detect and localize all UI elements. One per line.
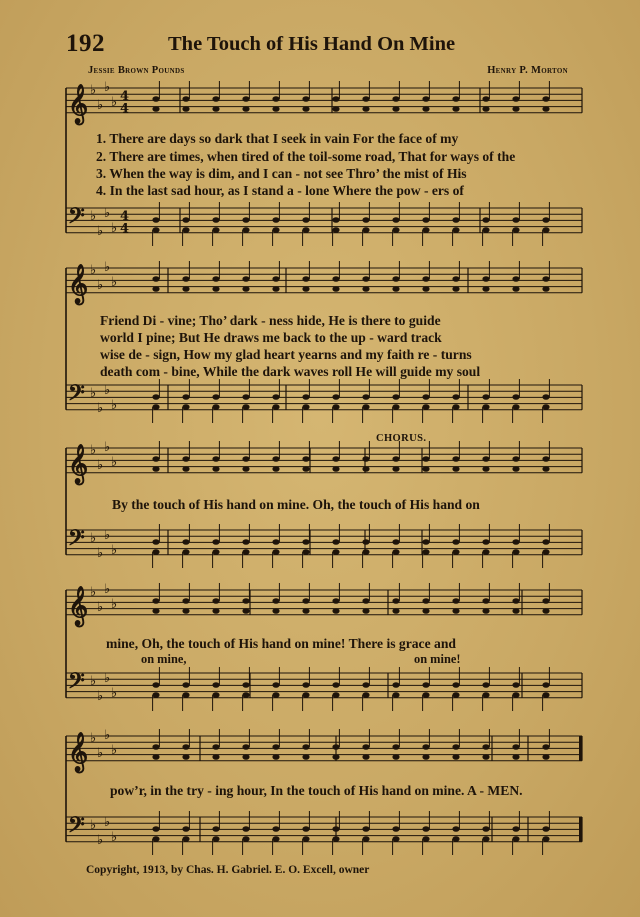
chorus-label: CHORUS.: [376, 433, 427, 444]
svg-text:♭: ♭: [111, 743, 118, 758]
svg-text:𝄞: 𝄞: [68, 84, 89, 124]
svg-text:♭: ♭: [104, 383, 111, 398]
svg-text:♭: ♭: [90, 731, 97, 746]
svg-text:♭: ♭: [111, 830, 118, 845]
svg-text:♭: ♭: [90, 531, 97, 546]
svg-text:♭: ♭: [97, 224, 104, 239]
svg-text:♭: ♭: [90, 263, 97, 278]
hymn-title: The Touch of His Hand On Mine: [168, 33, 456, 55]
verse-1-line-2: Friend Di - vine; Tho’ dark - ness hide, He is there to guide: [100, 313, 441, 328]
svg-text:♭: ♭: [104, 206, 111, 221]
svg-text:♭: ♭: [97, 689, 104, 704]
svg-text:♭: ♭: [90, 386, 97, 401]
svg-text:♭: ♭: [90, 209, 97, 224]
svg-text:♭: ♭: [104, 815, 111, 830]
chorus-echo-1: on mine,: [141, 652, 187, 666]
svg-text:4: 4: [120, 209, 130, 224]
verse-4-line-2: death com - bine, While the dark waves roll He will guide my soul: [100, 364, 481, 379]
svg-text:♭: ♭: [111, 95, 118, 110]
svg-text:♭: ♭: [90, 443, 97, 458]
copyright-notice: Copyright, 1913, by Chas. H. Gabriel. E. O. Excell, owner: [86, 864, 370, 876]
svg-text:♭: ♭: [111, 686, 118, 701]
svg-text:♭: ♭: [111, 275, 118, 290]
svg-text:𝄞: 𝄞: [68, 586, 89, 626]
svg-text:♭: ♭: [111, 455, 118, 470]
svg-text:♭: ♭: [97, 833, 104, 848]
verse-4-line-1: 4. In the last sad hour, as I stand a - lone Where the pow - ers of: [96, 183, 464, 198]
chorus-echo-2: on mine!: [414, 652, 461, 666]
svg-text:♭: ♭: [97, 98, 104, 113]
svg-text:♭: ♭: [97, 278, 104, 293]
verse-1-line-1: 1. There are days so dark that I seek in vain For the face of my: [96, 131, 459, 146]
svg-text:𝄢: 𝄢: [68, 381, 85, 411]
svg-text:𝄞: 𝄞: [68, 732, 89, 772]
chorus-line-3: pow’r, in the try - ing hour, In the touch of His hand on mine. A - MEN.: [110, 783, 523, 798]
svg-text:♭: ♭: [104, 671, 111, 686]
svg-text:♭: ♭: [90, 83, 97, 98]
verse-2-line-2: world I pine; But He draws me back to the up - ward track: [100, 330, 442, 345]
svg-text:♭: ♭: [97, 600, 104, 615]
svg-text:𝄢: 𝄢: [68, 669, 85, 699]
verse-2-line-1: 2. There are times, when tired of the toil-some road, That for ways of the: [96, 149, 516, 164]
svg-text:4: 4: [120, 89, 130, 104]
svg-text:♭: ♭: [104, 528, 111, 543]
svg-text:♭: ♭: [104, 260, 111, 275]
svg-text:♭: ♭: [111, 398, 118, 413]
svg-text:𝄢: 𝄢: [68, 204, 85, 234]
chorus-line-2: mine, Oh, the touch of His hand on mine! There is grace and: [106, 636, 456, 651]
svg-text:♭: ♭: [104, 80, 111, 95]
svg-text:♭: ♭: [90, 585, 97, 600]
svg-text:♭: ♭: [90, 674, 97, 689]
svg-text:4: 4: [120, 101, 130, 117]
verse-3-line-1: 3. When the way is dim, and I can - not see Thro’ the mist of His: [96, 166, 467, 181]
svg-text:♭: ♭: [104, 440, 111, 455]
svg-text:♭: ♭: [111, 221, 118, 236]
svg-text:♭: ♭: [104, 582, 111, 597]
svg-text:♭: ♭: [104, 728, 111, 743]
chorus-line-1: By the touch of His hand on mine. Oh, the touch of His hand on: [112, 497, 480, 512]
svg-text:♭: ♭: [97, 546, 104, 561]
svg-text:♭: ♭: [111, 597, 118, 612]
svg-text:𝄞: 𝄞: [68, 444, 89, 484]
svg-text:𝄢: 𝄢: [68, 526, 85, 556]
verse-3-line-2: wise de - sign, How my glad heart yearns and my faith re - turns: [100, 347, 472, 362]
svg-text:𝄞: 𝄞: [68, 264, 89, 304]
svg-text:♭: ♭: [90, 818, 97, 833]
svg-text:♭: ♭: [97, 746, 104, 761]
svg-text:♭: ♭: [111, 543, 118, 558]
composer-credit: Henry P. Morton: [487, 65, 568, 76]
lyricist-credit: Jessie Brown Pounds: [88, 65, 185, 76]
svg-text:4: 4: [120, 221, 130, 237]
svg-text:𝄢: 𝄢: [68, 813, 85, 843]
svg-text:♭: ♭: [97, 401, 104, 416]
svg-text:♭: ♭: [97, 458, 104, 473]
hymn-number: 192: [66, 30, 105, 57]
